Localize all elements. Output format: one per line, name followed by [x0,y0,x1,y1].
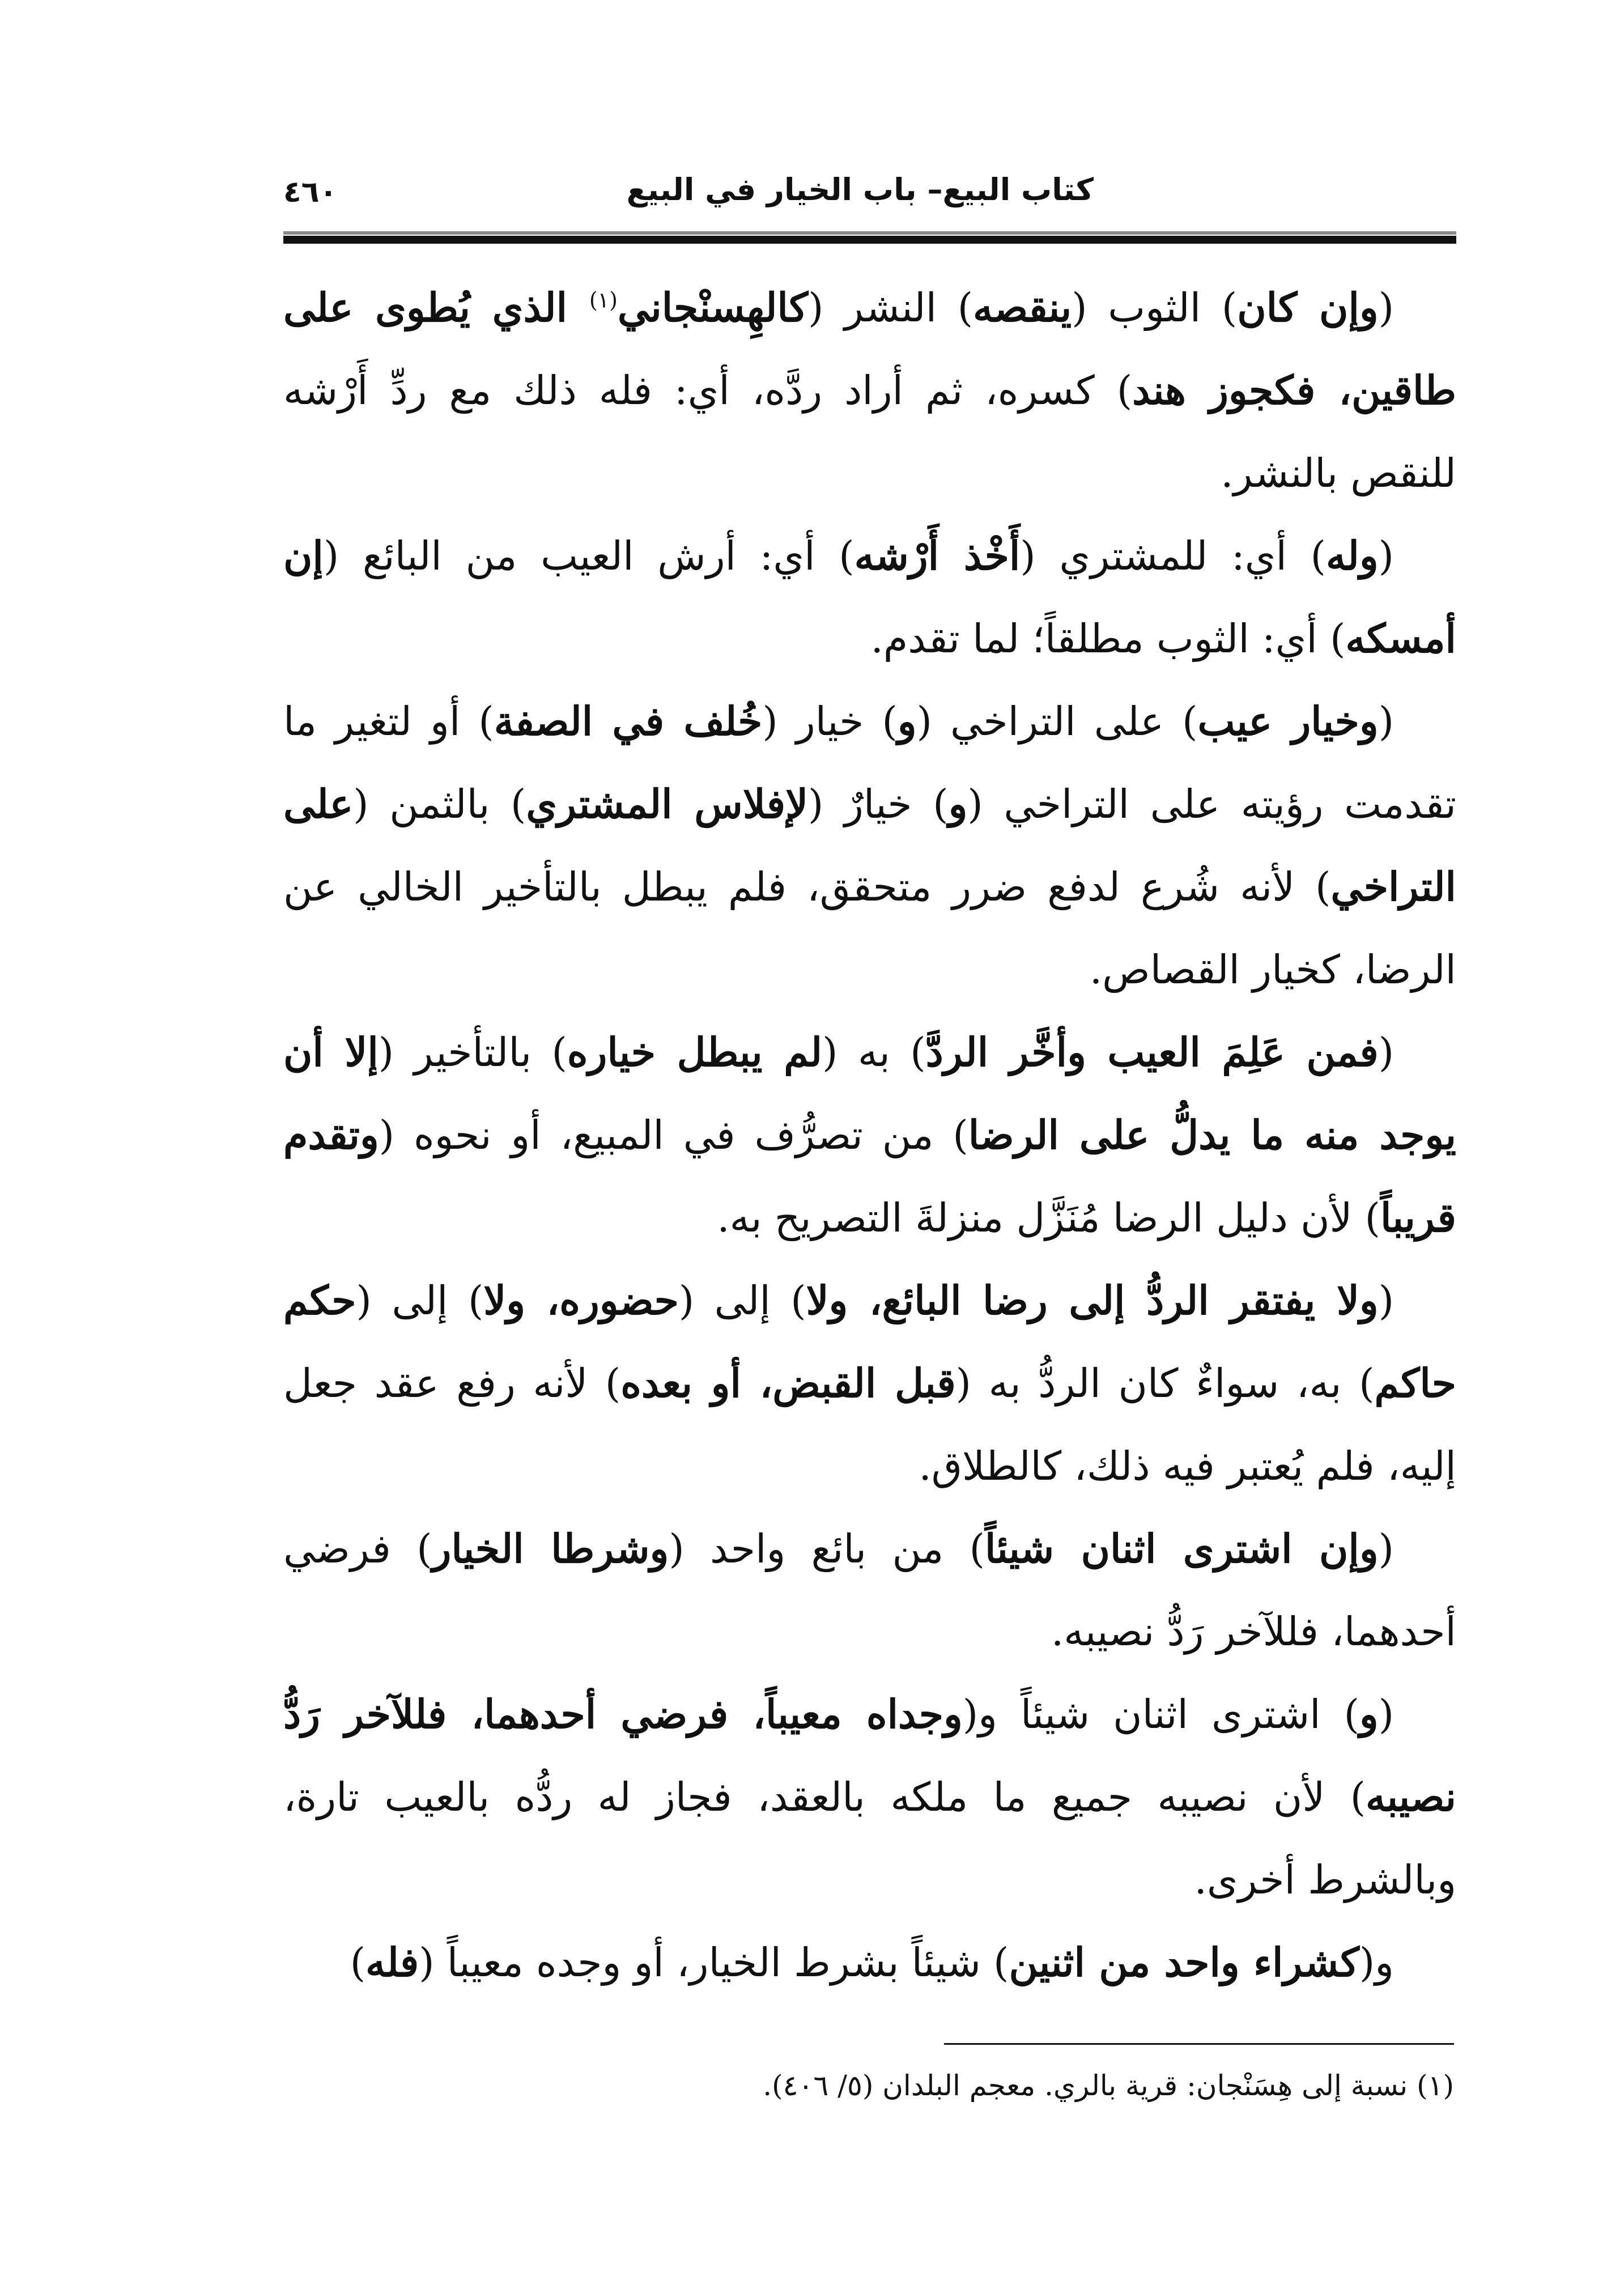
paragraph [283,680,1456,1011]
sharh-text: ( [1378,1526,1394,1572]
sharh-text: ) لأن نصيبه جميع ما ملكه بالعقد، فجاز له ردُّه بالعيب تارة، وبالشرط أخرى. [283,1774,1456,1903]
matn-text: على التراخي [283,780,1456,910]
sharh-text: ) إلى ( [678,1277,806,1324]
matn-text: حضوره، ولا [483,1277,679,1324]
matn-text: ولا يفتقر الردُّ إلى رضا البائع، ولا [806,1277,1379,1324]
paragraph [283,515,1456,680]
sharh-text: ) فرضي أحدهما، فللآخر رَدُّ نصيبه. [283,1526,1456,1655]
matn-text: حكم حاكم [283,1277,1456,1407]
footnote: (١) نسبة إلى هِسَنْجان: قرية بالري. معجم البلدان (٥/ ٤٠٦). [763,2069,1454,2102]
matn-text: إن أمسكه [283,532,1456,662]
sharh-text: ( [1378,1029,1394,1076]
matn-text: ينقصه [973,284,1072,331]
sharh-text: و( [1359,1939,1394,1986]
matn-text: وإن اشترى اثنان شيئاً [984,1525,1379,1572]
body-text [283,266,1456,2004]
paragraph [283,1259,1456,1508]
sharh-text: ) النشر ( [808,284,973,331]
page-number: ٤٦٠ [283,175,338,209]
matn-text: وخيار عيب [1197,698,1379,745]
sharh-text: ( [1378,533,1394,579]
matn-text: كشراء واحد من اثنين [1009,1939,1359,1986]
paragraph [283,1921,1456,2004]
matn-text: إلا أن يوجد منه ما يدلُّ على الرضا [283,1029,1456,1158]
matn-text: و [948,780,968,827]
paragraph [283,1673,1456,1921]
sharh-text: ) من بائع واحد ( [669,1526,985,1572]
sharh-text: ) بالثمن ( [353,781,526,827]
matn-text: وجداه معيباً، فرضي أحدهما، فللآخر رَدُّ نصيبه [283,1691,1456,1820]
sharh-text: ) بالتأخير ( [378,1029,567,1076]
matn-text: وإن كان [1237,284,1379,331]
sharh-text: ) لأن دليل الرضا مُنَزَّل منزلةَ التصريح به. [717,1195,1380,1241]
paragraph [283,1011,1456,1259]
sharh-text: ( [1378,1277,1394,1324]
matn-text: لم يبطل خياره [567,1029,823,1076]
sharh-text: ) على التراخي ( [916,698,1198,745]
sharh-text: ) لأنه شُرع لدفع ضرر متحقق، فلم يبطل بالتأخير الخالي عن الرضا، كخيار القصاص. [283,864,1456,993]
sharh-text: ( [1378,1691,1395,1738]
paragraph [283,266,1456,515]
sharh-text: ( [1378,284,1395,331]
sharh-text: ) من تصرُّف في المبيع، أو نحوه ( [379,1112,968,1158]
matn-text: و [897,698,917,745]
matn-text: وتقدم قريباً [283,1111,1456,1241]
header-rule [283,231,1456,244]
running-header-title: كتاب البيع– باب الخيار في البيع [626,172,1094,207]
sharh-text: ) [350,1939,366,1986]
sharh-text: ) أي: للمشتري ( [1020,533,1326,579]
footnote-marker: (١) [589,287,618,313]
matn-text: وشرطا الخيار [432,1525,669,1572]
sharh-text: ) اشترى اثنان شيئاً و( [962,1691,1359,1738]
sharh-text: ) خيار ( [762,698,898,745]
footnote-rule [944,2043,1454,2045]
matn-text: وله [1326,532,1379,579]
sharh-text: ) أي: الثوب مطلقاً؛ لما تقدم. [870,615,1346,662]
matn-text: لإفلاس المشتري [526,780,809,827]
sharh-text: ) شيئاً بشرط الخيار، أو وجده معيباً ( [419,1939,1009,1986]
matn-text: كالهِسنْجاني [617,284,809,331]
matn-text: فله [365,1939,419,1986]
paragraph [283,1508,1456,1673]
sharh-text: ) أو لتغير ما تقدمت رؤيته على التراخي ( [283,698,1457,827]
sharh-text: ) إلى ( [356,1277,484,1324]
sharh-text: ) أي: أرش العيب من البائع ( [323,533,854,579]
matn-text: و [1359,1691,1379,1738]
matn-text: قبل القبض، أو بعده [620,1360,956,1407]
sharh-text: ( [1378,698,1395,745]
matn-text: الذي يُطوى على طاقين، فكجوز هند [283,284,1457,414]
sharh-text: ) الثوب ( [1072,284,1238,331]
page-header [283,170,1456,215]
sharh-text: ) خيارٌ ( [808,781,949,827]
matn-text: خُلف في الصفة [494,698,763,745]
matn-text: أَخْذ أَرْشه [854,532,1021,579]
sharh-text: ) به ( [822,1029,926,1076]
sharh-text: ) كسره، ثم أراد ردَّه، أي: فله ذلك مع ردِّ أَرْشه للنقص بالنشر. [283,367,1456,496]
sharh-text: ) به، سواءٌ كان الردُّ به ( [955,1360,1375,1407]
sharh-text: ) لأنه رفع عقد جعل إليه، فلم يُعتبر فيه ذلك، كالطلاق. [283,1360,1456,1489]
matn-text: فمن عَلِمَ العيب وأخَّر الردَّ [925,1029,1379,1076]
